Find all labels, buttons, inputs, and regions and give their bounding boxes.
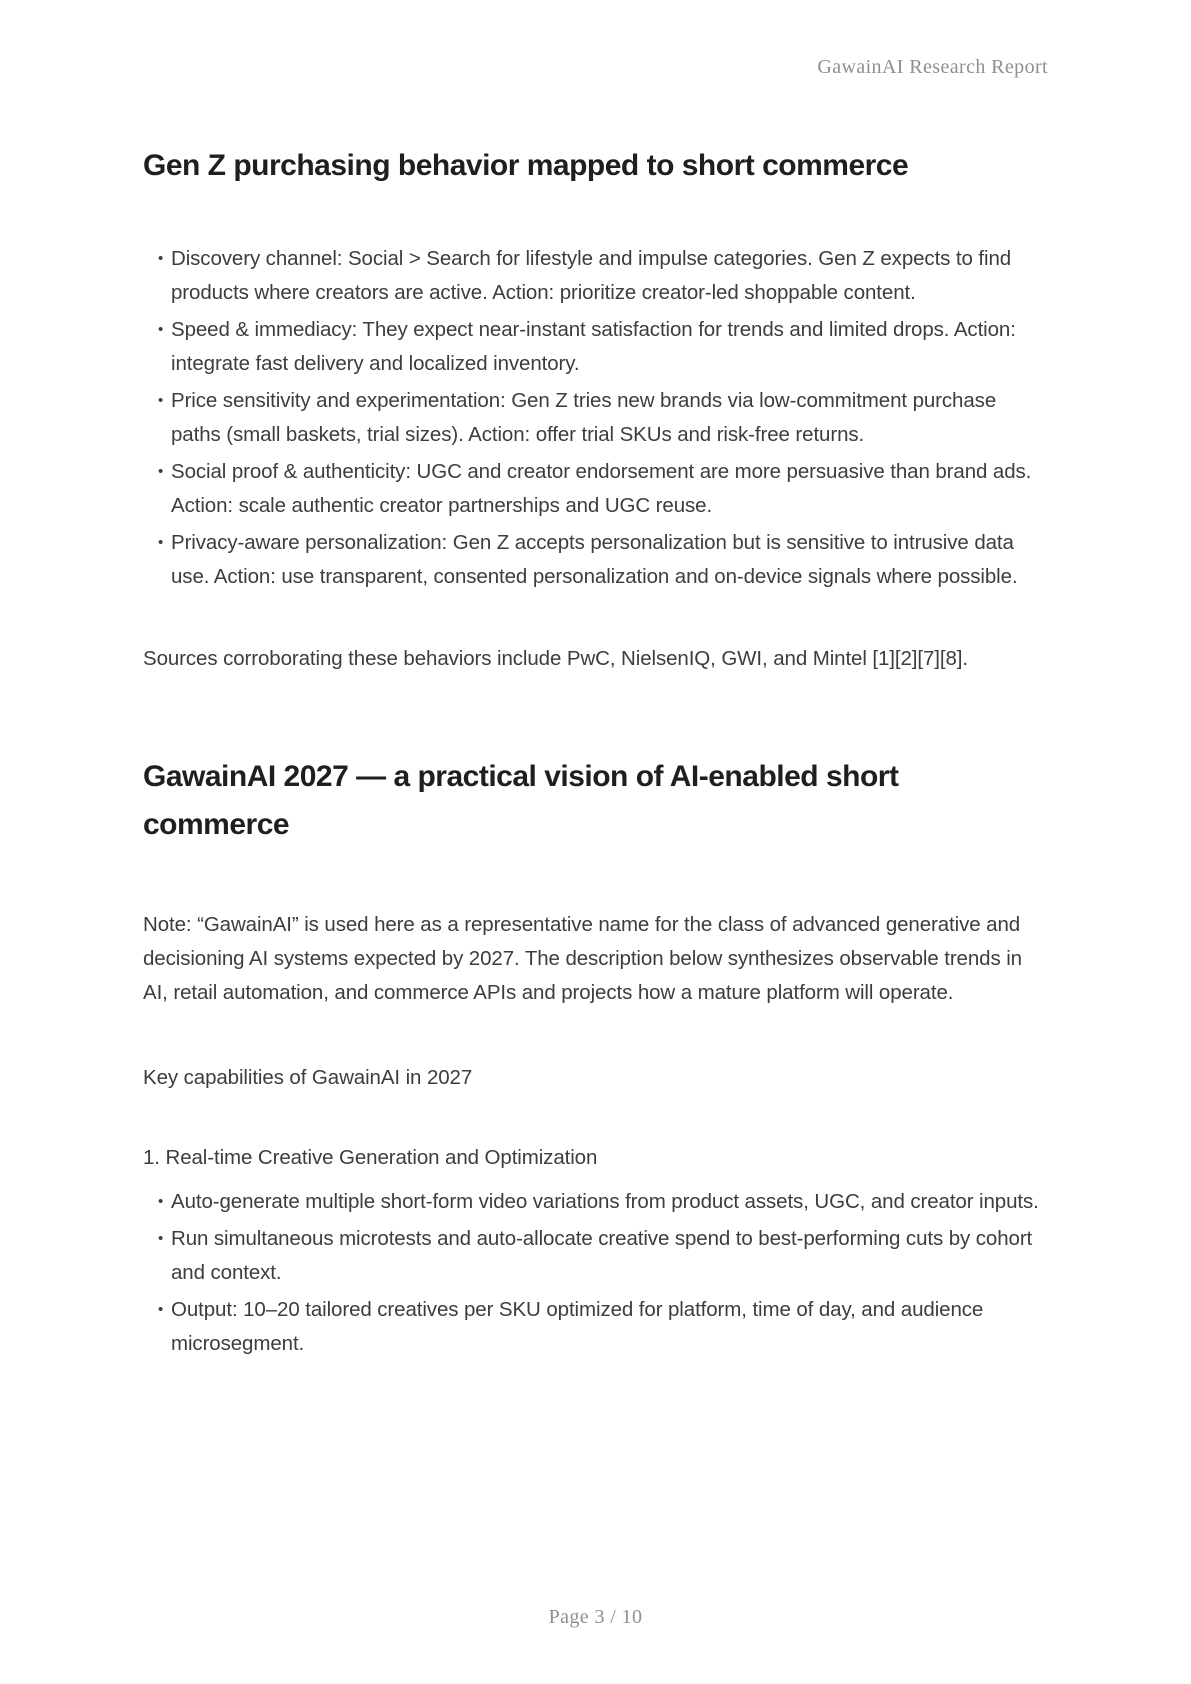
section-title-genz-behavior: Gen Z purchasing behavior mapped to short commerce: [143, 149, 909, 182]
subheading-key-capabilities: Key capabilities of GawainAI in 2027: [143, 1066, 473, 1089]
list-item-speed-immediacy: • Speed & immediacy: They expect near-instant satisfaction for trends and limited drops. Action: integrate fast delivery and localized inventory.: [143, 313, 1048, 381]
list-item-discovery-channel: • Discovery channel: Social > Search for lifestyle and impulse categories. Gen Z expects to find products where creators are active. Action: prioritize creator-led shoppable content.: [143, 242, 1048, 310]
genz-behavior-list: [143, 242, 1048, 594]
sources-paragraph: Sources corroborating these behaviors include PwC, NielsenIQ, GWI, and Mintel [1][2][7][8].: [143, 647, 968, 670]
list-item-price-sensitivity: • Price sensitivity and experimentation: Gen Z tries new brands via low-commitment purchase paths (small baskets, trial sizes). Action: offer trial SKUs and risk-free returns.: [143, 384, 1048, 452]
capabilities-list: [143, 1185, 1048, 1361]
page-number-footer: Page 3 / 10: [548, 1606, 643, 1628]
list-item-privacy-personalization: • Privacy-aware personalization: Gen Z accepts personalization but is sensitive to intrusive data use. Action: use transparent, consented personalization and on-device signals where possible.: [143, 526, 1048, 594]
list-item-auto-generate: • Auto-generate multiple short-form video variations from product assets, UGC, and creator inputs.: [143, 1185, 1048, 1219]
section-title-gawainai-2027: GawainAI 2027 — a practical vision of AI-enabled short commerce: [143, 760, 899, 841]
note-paragraph: Note: “GawainAI” is used here as a representative name for the class of advanced generative and decisioning AI systems expected by 2027. The description below synthesizes observable trends in AI, retail automation, and commerce APIs and projects how a mature platform will operate.: [143, 913, 1022, 1004]
list-item-social-proof: • Social proof & authenticity: UGC and creator endorsement are more persuasive than brand ads. Action: scale authentic creator partnerships and UGC reuse.: [143, 455, 1048, 523]
running-header: GawainAI Research Report: [817, 56, 1048, 78]
list-item-output-creatives: • Output: 10–20 tailored creatives per SKU optimized for platform, time of day, and audience microsegment.: [143, 1293, 1048, 1361]
list-item-microtests: • Run simultaneous microtests and auto-allocate creative spend to best-performing cuts by cohort and context.: [143, 1222, 1048, 1290]
numbered-heading-creative-generation: 1. Real-time Creative Generation and Optimization: [143, 1146, 598, 1169]
